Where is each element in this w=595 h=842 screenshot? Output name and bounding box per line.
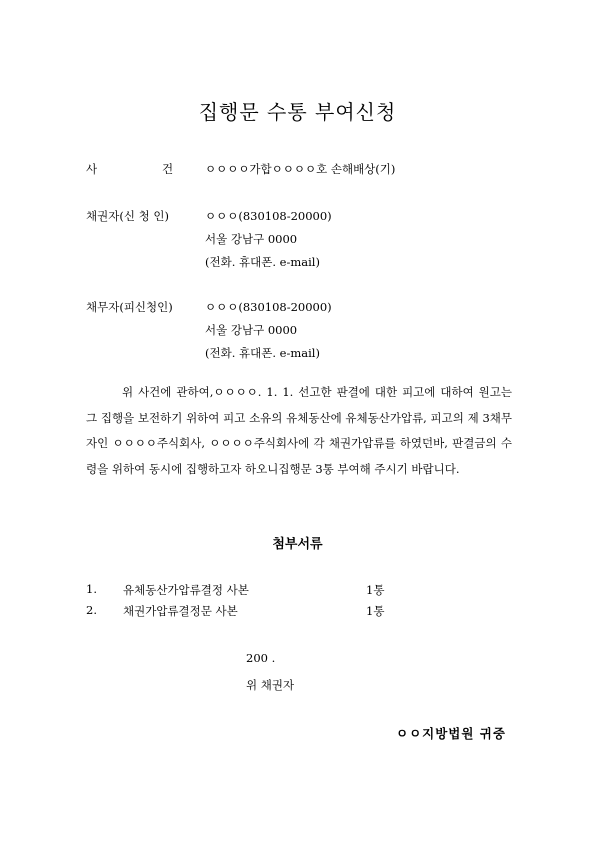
debtor-label: 채무자(피신청인) <box>86 300 173 314</box>
document-title: 집행문 수통 부여신청 <box>198 100 397 124</box>
creditor-address: 서울 강남구 0000 <box>205 232 298 246</box>
court-addressee: ㅇㅇ지방법원 귀중 <box>396 726 506 741</box>
debtor-contact: (전화. 휴대폰. e-mail) <box>205 346 320 360</box>
creditor-contact: (전화. 휴대폰. e-mail) <box>205 255 320 269</box>
attachment-2-number: 2. <box>86 603 97 617</box>
attachments-heading: 첨부서류 <box>272 537 323 552</box>
body-rest: 원고는 그 집행을 보전하기 위하여 피고 소유의 유체동산에 유체동산가압류, 피고의 제 3채무자인 ㅇㅇㅇㅇ주식회사, ㅇㅇㅇㅇ주식회사에 각 채권가압류를 하였던바, 판결금의 수령을 위하여 동시에 집행하고자 하오니집행문 3통 부여해 주시기 바랍니다. <box>86 385 512 476</box>
debtor-address: 서울 강남구 0000 <box>205 323 298 337</box>
attachment-1-name: 유체동산가압류결정 사본 <box>123 583 249 597</box>
attachment-1-number: 1. <box>86 582 97 596</box>
creditor-label: 채권자(신 청 인) <box>86 209 169 223</box>
case-label-a: 사 <box>86 162 98 176</box>
case-label-b: 건 <box>162 162 174 176</box>
signer-line: 위 채권자 <box>246 678 295 692</box>
date-line: 200 . <box>246 651 276 665</box>
body-first-line: 위 사건에 관하여,ㅇㅇㅇㅇ. 1. 1. 선고한 판결에 대한 피고에 대하여 <box>122 385 474 399</box>
attachment-2-count: 1통 <box>366 604 385 618</box>
attachment-2-name: 채권가압류결정문 사본 <box>123 604 238 618</box>
case-value: ㅇㅇㅇㅇ가합ㅇㅇㅇㅇ호 손해배상(기) <box>205 162 396 176</box>
debtor-name: ㅇㅇㅇ(830108-20000) <box>205 300 332 314</box>
attachment-1-count: 1통 <box>366 583 385 597</box>
creditor-name: ㅇㅇㅇ(830108-20000) <box>205 209 332 223</box>
body-paragraph <box>86 380 512 482</box>
